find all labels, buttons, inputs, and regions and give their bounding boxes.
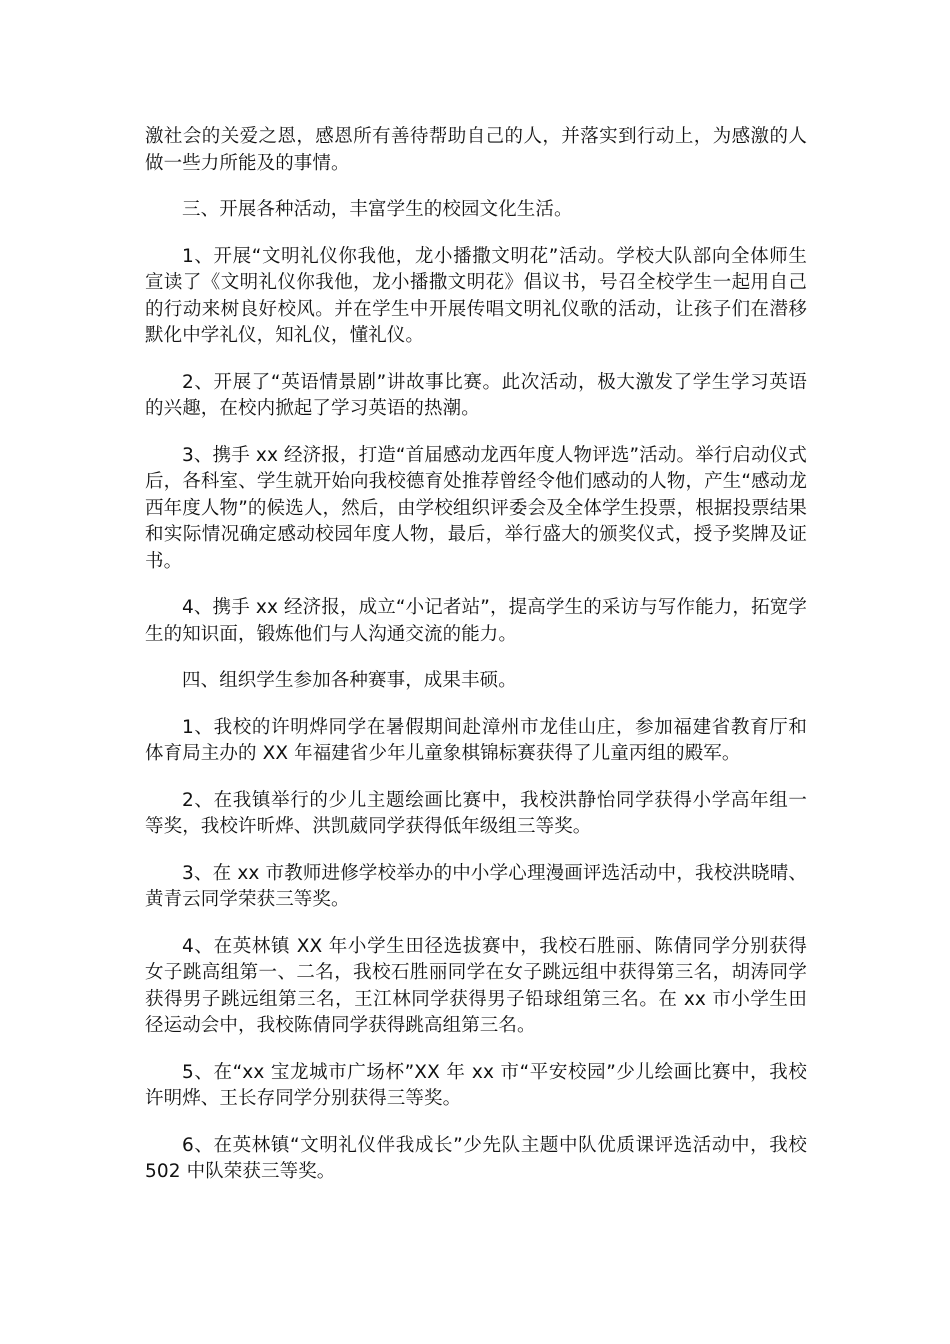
paragraph-4-5: 5、在“xx 宝龙城市广场杯”XX 年 xx 市“平安校园”少儿绘画比赛中，我校许明烨、王长存同学分别获得三等奖。	[145, 1061, 807, 1109]
paragraph-4-1: 1、我校的许明烨同学在暑假期间赴漳州市龙佳山庄，参加福建省教育厅和体育局主办的 XX 年福建省少年儿童象棋锦标赛获得了儿童丙组的殿军。	[145, 716, 807, 764]
section-heading-4: 四、组织学生参加各种赛事，成果丰硕。	[182, 670, 517, 691]
paragraph-4-3: 3、在 xx 市教师进修学校举办的中小学心理漫画评选活动中，我校洪晓晴、黄青云同学荣获三等奖。	[145, 862, 807, 910]
paragraph-3-2: 2、开展了“英语情景剧”讲故事比赛。此次活动，极大激发了学生学习英语的兴趣，在校内掀起了学习英语的热潮。	[145, 371, 807, 419]
paragraph-3-4: 4、携手 xx 经济报，成立“小记者站”，提高学生的采访与写作能力，拓宽学生的知识面，锻炼他们与人沟通交流的能力。	[145, 597, 807, 645]
document-page	[145, 124, 807, 1206]
paragraph-3-1: 1、开展“文明礼仪你我他，龙小播撒文明花”活动。学校大队部向全体师生宣读了《文明礼仪你我他，龙小播撒文明花》倡议书，号召全校学生一起用自己的行动来树良好校风。并在学生中开展传唱文明礼仪歌的活动，让孩子们在潜移默化中学礼仪，知礼仪，懂礼仪。	[145, 245, 807, 346]
paragraph-4-2: 2、在我镇举行的少儿主题绘画比赛中，我校洪静怡同学获得小学高年组一等奖，我校许昕烨、洪凯葳同学获得低年级组三等奖。	[145, 789, 807, 837]
section-heading-3: 三、开展各种活动，丰富学生的校园文化生活。	[182, 199, 573, 220]
paragraph-4-4: 4、在英林镇 XX 年小学生田径选拔赛中，我校石胜丽、陈倩同学分别获得女子跳高组第一、二名，我校石胜丽同学在女子跳远组中获得第三名，胡涛同学获得男子跳远组第三名，王江林同学获得男子铅球组第三名。在 xx 市小学生田径运动会中，我校陈倩同学获得跳高组第三名。	[145, 935, 807, 1036]
paragraph-1: 激社会的关爱之恩，感恩所有善待帮助自己的人，并落实到行动上，为感激的人做一些力所能及的事情。	[145, 126, 807, 174]
paragraph-3-3: 3、携手 xx 经济报，打造“首届感动龙西年度人物评选”活动。举行启动仪式后，各科室、学生就开始向我校德育处推荐曾经令他们感动的人物，产生“感动龙西年度人物”的候选人，然后，由学校组织评委会及全体学生投票，根据投票结果和实际情况确定感动校园年度人物，最后，举行盛大的颁奖仪式，授予奖牌及证书。	[145, 444, 807, 572]
paragraph-4-6: 6、在英林镇“文明礼仪伴我成长”少先队主题中队优质课评选活动中，我校 502 中队荣获三等奖。	[145, 1134, 807, 1182]
